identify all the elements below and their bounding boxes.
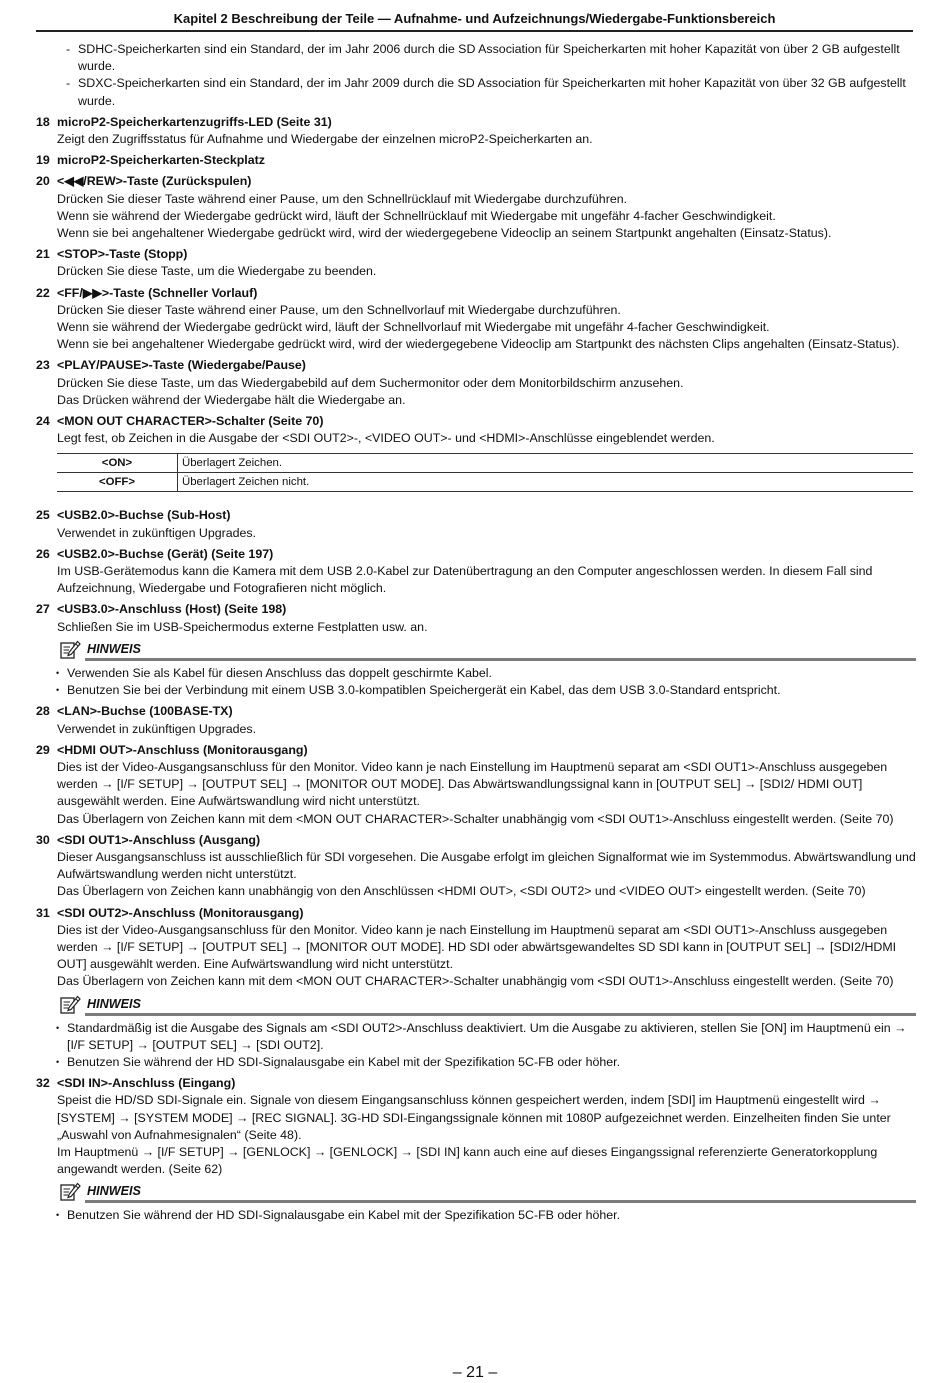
item-28 [36, 703, 916, 737]
item-text: Verwendet in zukünftigen Upgrades. [57, 525, 257, 540]
page-header: Kapitel 2 Beschreibung der Teile — Aufnahme- und Aufzeichnungs/Wiedergabe-Funktionsbereich [173, 11, 776, 26]
note-bullet: • Verwenden Sie als Kabel für diesen Anschluss das doppelt geschirmte Kabel. [36, 665, 916, 682]
item-number: 23 [36, 358, 50, 373]
item-text: Im Hauptmenü → [I/F SETUP] → [GENLOCK] → [GENLOCK] → [SDI IN] kann auch eine auf dieses Eingangssignal referenzierte Generatorkopplung angewandt werden. (Seite 62) [57, 1144, 878, 1177]
note-header [57, 639, 916, 661]
note-label: HINWEIS [87, 1184, 141, 1199]
item-number: 24 [36, 414, 50, 429]
note-pencil-icon [59, 1182, 81, 1202]
item-title: microP2-Speicherkartenzugriffs-LED (Seite 31) [57, 114, 332, 129]
option-value: Überlagert Zeichen. [178, 454, 914, 473]
item-24 [36, 413, 916, 492]
item-title: <SDI OUT1>-Anschluss (Ausgang) [57, 832, 261, 847]
item-19 [36, 152, 916, 169]
item-title: <USB3.0>-Anschluss (Host) (Seite 198) [57, 602, 287, 617]
item-number: 19 [36, 153, 50, 168]
item-number: 21 [36, 247, 50, 262]
note-box [36, 994, 916, 1072]
note-list [36, 1020, 916, 1072]
option-key: <OFF> [57, 473, 178, 492]
item-30 [36, 832, 916, 901]
item-title: <USB2.0>-Buchse (Gerät) (Seite 197) [57, 546, 274, 561]
item-text: Verwendet in zukünftigen Upgrades. [57, 721, 257, 736]
note-pencil-icon [59, 995, 81, 1015]
header-rule [36, 30, 913, 32]
note-rule [85, 658, 916, 661]
note-rule [85, 1200, 916, 1203]
item-text: Wenn sie während der Wiedergabe gedrückt wird, läuft der Schnellrücklauf mit Wiedergabe mit ungefähr 4-facher Geschwindigkeit. [57, 208, 776, 223]
item-text: Das Überlagern von Zeichen kann mit dem <MON OUT CHARACTER>-Schalter unabhängig vom <SDI OUT1>-Anschluss eingestellt werden. (Seite 70) [57, 974, 894, 989]
note-bullet: • Benutzen Sie während der HD SDI-Signalausgabe ein Kabel mit der Spezifikation 5C-FB oder höher. [36, 1054, 916, 1071]
option-key: <ON> [57, 454, 178, 473]
note-label: HINWEIS [87, 996, 141, 1011]
item-text: Das Überlagern von Zeichen kann unabhängig von den Anschlüssen <HDMI OUT>, <SDI OUT2> und <VIDEO OUT> eingestellt werden. (Seite 70) [57, 884, 866, 899]
item-title: <LAN>-Buchse (100BASE-TX) [57, 704, 233, 719]
page-number: – 21 – [452, 1364, 498, 1381]
switch-options-table [57, 453, 913, 492]
item-20 [36, 173, 916, 242]
note-label: HINWEIS [87, 641, 141, 656]
item-22 [36, 285, 916, 354]
item-text: Drücken Sie diese Taste, um das Wiedergabebild auf dem Suchermonitor oder dem Monitorbildschirm anzusehen. [57, 375, 684, 390]
item-title: <SDI OUT2>-Anschluss (Monitorausgang) [57, 905, 304, 920]
item-title: <MON OUT CHARACTER>-Schalter (Seite 70) [57, 414, 324, 429]
item-number: 30 [36, 832, 50, 847]
item-number: 29 [36, 742, 50, 757]
item-23 [36, 357, 916, 409]
note-rule [85, 1013, 916, 1016]
table-row [57, 454, 913, 473]
item-text: Dies ist der Video-Ausgangsanschluss für den Monitor. Video kann je nach Einstellung im Hauptmenü separat am <SDI OUT1>-Anschluss ausgegeben werden → [I/F SETUP] → [OUTPUT SEL] → [MONITOR OUT MODE]. Das Abwärtswandlungssignal kann in [OUTPUT SEL] → [SDI2/ HDMI OUT] ausgewählt werden. Eine Aufwärtswandlung wird nicht unterstützt. [57, 759, 888, 809]
note-pencil-icon [59, 640, 81, 660]
item-18 [36, 114, 916, 148]
item-text: Zeigt den Zugriffsstatus für Aufnahme und Wiedergabe der einzelnen microP2-Speicherkarten an. [57, 132, 593, 147]
option-value: Überlagert Zeichen nicht. [178, 473, 914, 492]
item-text: Dies ist der Video-Ausgangsanschluss für den Monitor. Video kann je nach Einstellung im Hauptmenü separat am <SDI OUT1>-Anschluss ausgegeben werden → [I/F SETUP] → [OUTPUT SEL] → [MONITOR OUT MODE]. HD SDI oder abwärtsgewandeltes SD SDI kann in [OUTPUT SEL] → [SDI2/HDMI OUT] ausgewählt werden. Eine Aufwärtswandlung wird nicht unterstützt. [57, 922, 897, 972]
item-number: 18 [36, 114, 50, 129]
note-bullet: • Benutzen Sie bei der Verbindung mit einem USB 3.0-kompatiblen Speichergerät ein Kabel, das dem USB 3.0-Standard entspricht. [36, 682, 916, 699]
item-title: <PLAY/PAUSE>-Taste (Wiedergabe/Pause) [57, 358, 306, 373]
item-32 [36, 1075, 916, 1178]
item-text: Im USB-Gerätemodus kann die Kamera mit dem USB 2.0-Kabel zur Datenübertragung an den Computer angeschlossen werden. In diesem Fall sind Aufzeichnung, Wiedergabe und Fotografieren nicht möglich. [57, 564, 873, 596]
note-list [36, 665, 916, 699]
item-text: Drücken Sie dieser Taste während einer Pause, um den Schnellrücklauf mit Wiedergabe durchzuführen. [57, 191, 628, 206]
item-21 [36, 246, 916, 280]
note-box [36, 1181, 916, 1224]
item-number: 22 [36, 285, 50, 300]
item-title: <HDMI OUT>-Anschluss (Monitorausgang) [57, 742, 308, 757]
item-number: 20 [36, 174, 50, 189]
item-title: <USB2.0>-Buchse (Sub-Host) [57, 508, 231, 523]
item-number: 25 [36, 508, 50, 523]
item-number: 26 [36, 546, 50, 561]
item-text: Wenn sie bei angehaltener Wiedergabe gedrückt wird, wird der wiedergegebene Videoclip am Startpunkt des nächsten Clips angehalten (Einsatz-Status). [57, 337, 900, 352]
item-text: Drücken Sie diese Taste, um die Wiedergabe zu beenden. [57, 264, 377, 279]
item-title: <◀◀/REW>-Taste (Zurückspulen) [57, 174, 252, 189]
item-text: Legt fest, ob Zeichen in die Ausgabe der <SDI OUT2>-, <VIDEO OUT>- und <HDMI>-Anschlüsse eingeblendet werden. [57, 431, 715, 446]
note-box [36, 639, 916, 699]
intro-bullet: - SDXC-Speicherkarten sind ein Standard, der im Jahr 2009 durch die SD Association für Speicherkarten mit hoher Kapazität von über 32 GB aufgestellt wurde. [66, 75, 916, 109]
item-27 [36, 601, 916, 635]
item-text: Dieser Ausgangsanschluss ist ausschließlich für SDI vorgesehen. Die Ausgabe erfolgt im gleichen Signalformat wie im Systemmodus. Abwärtswandlung und Aufwärtswandlung werden nicht unterstützt. [57, 849, 916, 882]
table-row [57, 473, 913, 492]
item-26 [36, 546, 916, 598]
item-title: microP2-Speicherkarten-Steckplatz [57, 153, 265, 168]
item-number: 32 [36, 1076, 50, 1091]
item-25 [36, 507, 916, 541]
note-header [57, 1181, 916, 1203]
item-29 [36, 742, 916, 828]
item-title: <SDI IN>-Anschluss (Eingang) [57, 1076, 236, 1091]
item-title: <STOP>-Taste (Stopp) [57, 247, 188, 262]
item-text: Schließen Sie im USB-Speichermodus externe Festplatten usw. an. [57, 619, 428, 634]
item-text: Das Überlagern von Zeichen kann mit dem <MON OUT CHARACTER>-Schalter unabhängig vom <SDI OUT1>-Anschluss eingestellt werden. (Seite 70) [57, 811, 894, 826]
note-header [57, 994, 916, 1016]
page-content [36, 41, 916, 1225]
intro-bullets [36, 41, 916, 110]
item-title: <FF/▶▶>-Taste (Schneller Vorlauf) [57, 285, 258, 300]
note-list [36, 1207, 916, 1224]
note-bullet: • Standardmäßig ist die Ausgabe des Signals am <SDI OUT2>-Anschluss deaktiviert. Um die Ausgabe zu aktivieren, stellen Sie [ON] im Hauptmenü ein → [I/F SETUP] → [OUTPUT SEL] → [SDI OUT2]. [36, 1020, 916, 1054]
intro-bullet: - SDHC-Speicherkarten sind ein Standard, der im Jahr 2006 durch die SD Association für Speicherkarten mit hoher Kapazität von über 2 GB aufgestellt wurde. [66, 41, 916, 75]
item-text: Wenn sie während der Wiedergabe gedrückt wird, läuft der Schnellvorlauf mit Wiedergabe mit ungefähr 4-facher Geschwindigkeit. [57, 320, 770, 335]
item-text: Das Drücken während der Wiedergabe hält die Wiedergabe an. [57, 392, 406, 407]
item-31 [36, 905, 916, 991]
item-text: Drücken Sie dieser Taste während einer Pause, um den Schnellvorlauf mit Wiedergabe durchzuführen. [57, 302, 621, 317]
item-number: 31 [36, 905, 50, 920]
item-number: 28 [36, 704, 50, 719]
item-text: Speist die HD/SD SDI-Signale ein. Signale von diesem Eingangsanschluss können gespeichert werden, indem [SDI] im Hauptmenü eingestellt wird → [SYSTEM] → [SYSTEM MODE] → [REC SIGNAL]. 3G-HD SDI-Eingangssignale können mit 1080P aufgezeichnet werden. Einzelheiten finden Sie unter „Auswahl von Aufnahmesignalen“ (Seite 48). [57, 1093, 891, 1142]
item-text: Wenn sie bei angehaltener Wiedergabe gedrückt wird, wird der wiedergegebene Videoclip an seinem Startpunkt angehalten (Einsatz-Status). [57, 226, 832, 241]
note-bullet: • Benutzen Sie während der HD SDI-Signalausgabe ein Kabel mit der Spezifikation 5C-FB oder höher. [36, 1207, 916, 1224]
item-number: 27 [36, 602, 50, 617]
